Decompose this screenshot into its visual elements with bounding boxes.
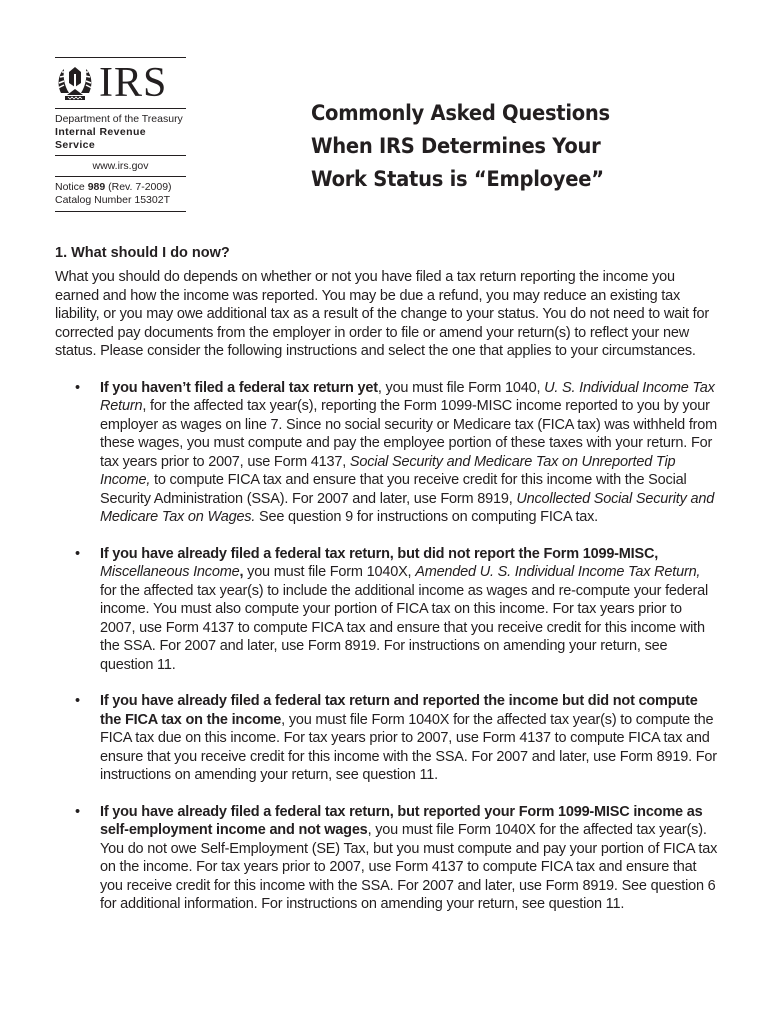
item-text: , you must file Form 1040,: [377, 379, 545, 396]
notice-id: 989: [87, 181, 106, 193]
list-item: [55, 379, 720, 527]
list-item: [55, 692, 720, 785]
intro-paragraph: What you should do depends on whether or not you have filed a tax return reporting the income you earned and how the income was reported. You may be due a refund, you may reduce an existing tax liability, or you may owe additional tax as a result of the change to your status. You do not need to wait for corrected pay documents from the employer in order to file or amend your return(s) to reflect your new status. Please consider the following instructions and select the one that applies to your circumstances.: [55, 269, 709, 359]
question-section: [55, 243, 720, 932]
irs-logo: [55, 58, 186, 108]
item-lead: ,: [239, 564, 244, 580]
question-heading: 1. What should I do now?: [55, 245, 230, 261]
irs-wordmark: IRS: [99, 60, 168, 106]
notice-number: [55, 181, 186, 194]
item-text: to compute FICA tax and ensure that you receive credit for this income with the Social Security Administration (SSA). For 2007 and later, use Form 8919,: [100, 472, 687, 507]
item-lead: If you have already filed a federal tax return, but did not report the Form 1099-MISC,: [100, 545, 659, 562]
irs-eagle-seal-icon: [55, 63, 95, 103]
form-title: U. S. Individual Income Tax Return: [100, 379, 715, 414]
website-link[interactable]: www.irs.gov: [92, 160, 149, 172]
notice-label: Notice: [55, 181, 88, 193]
item-lead: If you haven’t filed a federal tax return yet: [100, 379, 378, 396]
catalog-number: Catalog Number 15302T: [55, 194, 170, 206]
list-item: [55, 545, 720, 675]
department-block: [55, 109, 186, 155]
title-line: When IRS Determines Your: [311, 134, 601, 158]
instruction-list: [55, 379, 720, 914]
item-text: , you must file Form 1040X for the affected tax year(s) to compute the FICA tax due on this income. For tax years prior to 2007, use Form 4137 to compute FICA tax and ensure that you receive credit for this income with the SSA. For 2007 and later, use Form 8919. For instructions on amending your return, see question 11.: [100, 711, 717, 783]
item-text: for the affected tax year(s) to include the additional income as wages and re-compute your federal income. You must also compute your portion of FICA tax on this income. For tax years prior to 2007, use Form 4137 to compute FICA tax and ensure that you receive credit for this income with the SSA. For 2007 and later, use Form 8919. For instructions on amending your return, see question 11.: [100, 582, 709, 673]
item-lead: If you have already filed a federal tax return, but reported your Form 1099-MISC income as self-employment income and not wages: [100, 803, 703, 838]
item-text: , you must file Form 1040X for the affected tax year(s). You do not owe Self-Employment (SE) Tax, but you must compute and pay your portion of FICA tax on the income. For tax years prior to 2007, use Form 4137 to compute FICA tax and ensure that you receive credit for this income with the SSA. For 2007 and later, use Form 8919. See question 6 for additional information. For instructions on amending your return, see question 11.: [100, 822, 718, 912]
item-text: See question 9 for instructions on computing FICA tax.: [255, 509, 599, 525]
item-lead: If you have already filed a federal tax return and reported the income but did not compute the FICA tax on the income: [100, 693, 698, 728]
form-title: Miscellaneous Income: [100, 564, 240, 580]
page-title: [311, 97, 610, 196]
bullet-icon: •: [75, 803, 80, 820]
agency-name: Internal Revenue Service: [55, 126, 147, 151]
item-text: , for the affected tax year(s), reporting the Form 1099-MISC income reported to you by your employer as wages on line 7. Since no social security or Medicare tax (FICA tax) was withheld from these wages, you must compute and pay the employee portion of these taxes with your return. For tax years prior to 2007, use Form 4137,: [100, 398, 718, 470]
list-item: [55, 803, 720, 914]
title-line: Work Status is “Employee”: [311, 167, 604, 191]
department-name: Department of the Treasury: [55, 113, 183, 125]
notice-revision: (Rev. 7-2009): [105, 181, 172, 193]
form-title: Amended U. S. Individual Income Tax Return,: [415, 564, 701, 580]
masthead: [55, 57, 186, 212]
form-title: Uncollected Social Security and Medicare Tax on Wages.: [100, 490, 715, 525]
title-line: Commonly Asked Questions: [311, 101, 610, 125]
notice-block: [55, 177, 186, 211]
bullet-icon: •: [75, 545, 80, 562]
item-text: you must file Form 1040X,: [243, 564, 416, 580]
form-title: Social Security and Medicare Tax on Unreported Tip Income,: [100, 453, 676, 488]
bullet-icon: •: [75, 693, 80, 709]
bullet-icon: •: [75, 379, 80, 396]
masthead-bottom-rule: [55, 211, 186, 212]
